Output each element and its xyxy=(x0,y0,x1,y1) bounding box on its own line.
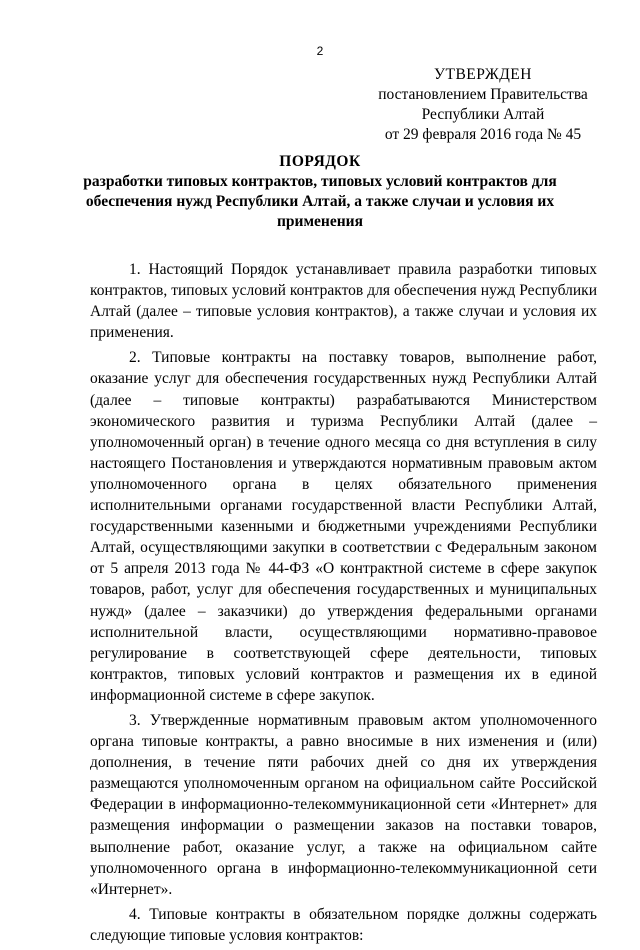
title-main: ПОРЯДОК xyxy=(279,153,361,170)
title-subtitle: разработки типовых контрактов, типовых условий контрактов для обеспечения нужд Республики Алтай, а также случаи и условия их применения xyxy=(83,173,557,230)
paragraph-3: 3. Утвержденные нормативным правовым актом уполномоченного органа типовые контракты, а равно вносимые в них изменения и (или) дополнения, в течение пяти рабочих дней со дня их утверждения размещаются уполномоченным органом на официальном сайте Российской Федерации в информационно-телекоммуникационной сети «Интернет» для размещения информации о размещении заказов на поставки товаров, выполнение работ, оказание услуг, а также на официальном сайте уполномоченного органа в информационно-телекоммуникационной сети «Интернет». xyxy=(90,711,597,898)
paragraph-4: 4. Типовые контракты в обязательном порядке должны содержать следующие типовые условия контрактов: xyxy=(90,905,597,944)
approval-block xyxy=(370,65,596,145)
document-title xyxy=(60,152,580,232)
paragraph-1: 1. Настоящий Порядок устанавливает правила разработки типовых контрактов, типовых условий контрактов для обеспечения нужд Республики Алтай (далее – типовые условия контрактов), а также случаи и условия их применения. xyxy=(90,261,597,342)
approval-heading: УТВЕРЖДЕН xyxy=(434,66,532,83)
approval-region: Республики Алтай xyxy=(421,106,545,123)
paragraph-2: 2. Типовые контракты на поставку товаров, выполнение работ, оказание услуг для обеспечения государственных нужд Республики Алтай (далее – типовые контракты) разрабатываются Министерством экономического развития и туризма Республики Алтай (далее – уполномоченный орган) в течение одного месяца со дня вступления в силу настоящего Постановления и утверждаются нормативным правовым актом уполномоченного органа в целях обязательного применения исполнительными органами государственной власти Республики Алтай, государственными казенными и бюджетными учреждениями Республики Алтай, осуществляющими закупки в соответствии с Федеральным законом от 5 апреля 2013 года № 44-ФЗ «О контрактной системе в сфере закупок товаров, работ, услуг для обеспечения государственных и муниципальных нужд» (далее – заказчики) до утверждения федеральными органами исполнительной власти, осуществляющими нормативно-правовое регулирование в соответствующей сфере деятельности, типовых контрактов, типовых условий контрактов и размещения их в единой информационной системе в сфере закупок. xyxy=(90,349,597,704)
approval-date: от 29 февраля 2016 года № 45 xyxy=(384,126,582,143)
approval-issuer: постановлением Правительства xyxy=(378,86,588,103)
document-body xyxy=(90,259,597,950)
page-number: 2 xyxy=(316,44,324,58)
